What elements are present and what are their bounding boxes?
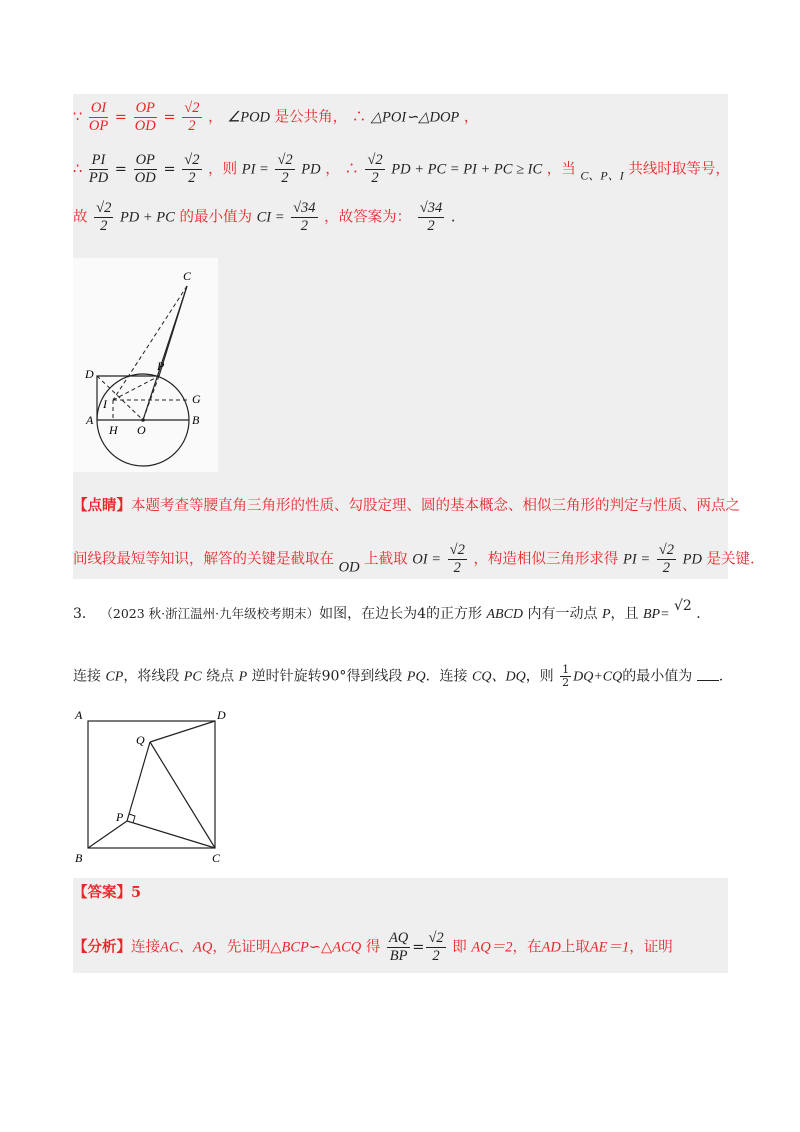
problem-text: 绕点 bbox=[206, 668, 235, 685]
then-text: ，则 bbox=[208, 161, 238, 178]
numerator: 1 bbox=[562, 663, 570, 676]
problem-text: ，则 bbox=[525, 668, 554, 685]
analysis-text: 上取 bbox=[560, 939, 590, 956]
so-text: 故 bbox=[73, 209, 88, 226]
comment-text: 是关键. bbox=[706, 551, 755, 568]
common-angle-text: 是公共角， bbox=[274, 109, 348, 126]
segment-pq bbox=[127, 742, 150, 821]
period: . bbox=[718, 668, 724, 685]
comment-text: 上截取 bbox=[364, 551, 408, 568]
problem-text: 的正方形 bbox=[426, 606, 483, 622]
fraction bbox=[418, 200, 444, 235]
denominator: 2 bbox=[662, 560, 670, 576]
angle-pod: ∠POD bbox=[227, 109, 271, 126]
problem-text: 的最小值为 bbox=[622, 668, 693, 685]
segment-pc bbox=[127, 821, 215, 848]
equals: = bbox=[163, 109, 176, 126]
answer-tag: 【答案】 bbox=[73, 884, 131, 901]
analysis-text: ，在 bbox=[512, 939, 542, 956]
numerator: PI bbox=[89, 152, 108, 170]
denominator: 2 bbox=[432, 948, 440, 964]
expression: PD + PC bbox=[119, 209, 175, 226]
equals: = bbox=[114, 109, 127, 126]
problem-3-line-1 bbox=[73, 596, 701, 625]
label-p: P bbox=[157, 359, 165, 373]
numerator: √2 bbox=[428, 930, 444, 946]
od: OD bbox=[338, 559, 360, 576]
problem-text: 逆时针旋转 bbox=[251, 668, 322, 685]
comment-text: 本题考查等腰直角三角形的性质、勾股定理、圆的基本概念、相似三角形的判定与性质、两点之 bbox=[131, 498, 740, 514]
denominator: BP bbox=[389, 948, 408, 964]
numerator: OP bbox=[135, 100, 155, 116]
label-q: Q bbox=[136, 733, 145, 747]
numerator: √2 bbox=[449, 542, 465, 558]
answer-line bbox=[73, 883, 141, 903]
segment-qd bbox=[150, 721, 215, 742]
label-a: A bbox=[86, 413, 94, 427]
denominator: 2 bbox=[371, 170, 379, 186]
fraction bbox=[89, 152, 108, 187]
segment-qc bbox=[150, 742, 215, 848]
sqrt-two: √2 bbox=[673, 598, 692, 614]
pd: PD bbox=[301, 161, 321, 178]
answer-blank[interactable] bbox=[697, 680, 719, 681]
segment-pq-text: PQ bbox=[406, 669, 426, 685]
fraction bbox=[426, 930, 445, 965]
problem-text: 得到线段 bbox=[346, 668, 403, 685]
comment-line-2 bbox=[73, 542, 755, 578]
equals: = bbox=[163, 161, 176, 178]
therefore-symbol: ∴ bbox=[73, 161, 83, 178]
ci-equals: CI = bbox=[256, 209, 285, 226]
fraction bbox=[182, 100, 201, 135]
points-cpi: C、P、I bbox=[580, 168, 624, 183]
fraction-one-half bbox=[560, 664, 571, 689]
triangle-acq: ACQ bbox=[332, 939, 362, 956]
oi-equals: OI = bbox=[412, 551, 441, 568]
therefore-symbol: ∴ bbox=[344, 161, 359, 178]
numerator: √34 bbox=[293, 200, 316, 216]
fraction bbox=[291, 200, 317, 235]
ae-equals-1: AE＝1 bbox=[589, 939, 630, 956]
comment-tag: 【点睛】 bbox=[73, 497, 131, 514]
problem-text: ．连接 bbox=[425, 668, 468, 685]
problem-3-line-2 bbox=[73, 664, 723, 689]
solution-line-3 bbox=[73, 200, 455, 235]
denominator: 2 bbox=[281, 170, 289, 186]
analysis-text: ，证明 bbox=[629, 939, 673, 956]
square-abcd: ABCD bbox=[486, 607, 524, 622]
denominator: 2 bbox=[100, 218, 108, 234]
fraction bbox=[275, 152, 294, 187]
label-g: G bbox=[192, 392, 201, 406]
numerator: √2 bbox=[96, 200, 112, 216]
fraction bbox=[134, 152, 157, 187]
numerator: √34 bbox=[419, 200, 443, 216]
segments-cq-dq: CQ、DQ bbox=[472, 669, 526, 685]
denominator: 2 bbox=[562, 676, 570, 689]
denominator: OP bbox=[88, 118, 109, 134]
comment-text: 间线段最短等知识，解答的关键是截取在 bbox=[73, 551, 334, 568]
problem-text: ，将线段 bbox=[123, 668, 180, 685]
problem-source: （2023 秋·浙江温州·九年级校考期末） bbox=[100, 606, 320, 621]
problem-text: ，且 bbox=[610, 606, 639, 622]
segment-ad: AD bbox=[541, 939, 561, 956]
segment-pc-text: PC bbox=[183, 669, 202, 685]
fraction bbox=[94, 200, 113, 235]
comment-line-1 bbox=[73, 496, 740, 516]
fraction bbox=[448, 542, 467, 577]
denominator: 2 bbox=[453, 560, 461, 576]
numerator: √2 bbox=[277, 152, 293, 168]
geometry-figure-2 bbox=[72, 706, 232, 868]
analysis-text: 即 bbox=[452, 939, 467, 956]
comma: ， bbox=[208, 109, 223, 126]
answer-text: ，故答案为： bbox=[324, 209, 412, 226]
denominator: OD bbox=[134, 170, 156, 186]
analysis-line bbox=[73, 930, 673, 965]
label-c: C bbox=[183, 269, 192, 283]
fraction bbox=[134, 100, 157, 135]
fraction bbox=[365, 152, 384, 187]
label-a: A bbox=[75, 708, 83, 722]
label-p: P bbox=[116, 810, 124, 824]
label-c: C bbox=[212, 851, 221, 865]
denominator: OD bbox=[134, 118, 156, 134]
numerator: OI bbox=[89, 100, 108, 118]
comment-text: ，构造相似三角形求得 bbox=[473, 551, 619, 568]
pi-equals: PI = bbox=[623, 551, 651, 568]
inequality: PD + PC = PI + PC ≥ IC bbox=[391, 161, 543, 178]
segments-ac-aq: AC、AQ bbox=[160, 939, 213, 956]
answer-value: 5 bbox=[131, 884, 142, 901]
circle-diagram bbox=[73, 258, 218, 472]
analysis-text: 连接 bbox=[131, 939, 160, 956]
equals: = bbox=[114, 161, 127, 178]
side-length: 4 bbox=[417, 606, 427, 622]
numerator: √2 bbox=[184, 100, 200, 116]
analysis-text: ，先证明△ bbox=[212, 939, 282, 956]
label-d: D bbox=[217, 708, 226, 722]
segment-bp bbox=[88, 821, 127, 848]
center-point bbox=[141, 418, 145, 422]
similar-triangles: △POI∽△DOP bbox=[370, 109, 460, 126]
analysis-tag: 【分析】 bbox=[73, 938, 131, 956]
segment-ci bbox=[113, 286, 187, 400]
solution-line-1 bbox=[73, 100, 478, 135]
label-b: B bbox=[192, 413, 200, 427]
label-d: D bbox=[85, 367, 94, 381]
square-diagram bbox=[72, 706, 232, 868]
denominator: PD bbox=[88, 170, 109, 186]
when-text: ，当 bbox=[546, 161, 576, 178]
problem-text: 连接 bbox=[73, 668, 101, 685]
expression: DQ+CQ bbox=[573, 669, 623, 685]
similar-symbol: ∽△ bbox=[308, 939, 333, 956]
problem-text: 如图，在边长为 bbox=[319, 606, 418, 622]
point-p: P bbox=[601, 607, 611, 622]
solution-line-2 bbox=[73, 152, 730, 187]
bp-equals: BP= bbox=[642, 607, 670, 622]
aq-equals-2: AQ＝2 bbox=[471, 939, 513, 956]
problem-text: 内有一动点 bbox=[527, 606, 598, 622]
therefore-symbol: ∴ bbox=[351, 109, 367, 126]
label-i: I bbox=[103, 397, 107, 411]
denominator: 2 bbox=[427, 218, 435, 234]
comma: ， bbox=[463, 109, 479, 126]
numerator: √2 bbox=[184, 152, 200, 168]
numerator: √2 bbox=[367, 152, 383, 168]
analysis-text: 得 bbox=[365, 939, 381, 956]
equals: = bbox=[412, 939, 425, 956]
denominator: 2 bbox=[188, 118, 196, 134]
label-o: O bbox=[137, 423, 146, 437]
fraction bbox=[182, 152, 201, 187]
numerator: AQ bbox=[388, 930, 409, 946]
problem-number: 3． bbox=[73, 606, 96, 622]
rotation-angle: 90° bbox=[321, 668, 347, 685]
label-b: B bbox=[75, 851, 83, 865]
label-h: H bbox=[109, 423, 118, 437]
denominator: 2 bbox=[300, 218, 308, 234]
comma: ， bbox=[325, 161, 340, 178]
triangle-bcp: BCP bbox=[281, 939, 309, 956]
collinear-text: 共线时取等号， bbox=[628, 161, 730, 178]
because-symbol: ∵ bbox=[73, 109, 83, 126]
fraction bbox=[657, 542, 676, 577]
numerator: OP bbox=[135, 152, 155, 168]
fraction bbox=[89, 100, 108, 135]
min-text: 的最小值为 bbox=[179, 209, 252, 226]
pd: PD bbox=[682, 551, 702, 568]
period: . bbox=[450, 209, 456, 226]
point-p: P bbox=[238, 669, 248, 685]
period: . bbox=[696, 606, 701, 622]
pi-equals: PI = bbox=[241, 161, 269, 178]
geometry-figure-1 bbox=[73, 258, 218, 472]
segment-cp-text: CP bbox=[105, 669, 124, 685]
fraction bbox=[387, 930, 410, 965]
numerator: √2 bbox=[658, 542, 674, 558]
denominator: 2 bbox=[188, 170, 196, 186]
